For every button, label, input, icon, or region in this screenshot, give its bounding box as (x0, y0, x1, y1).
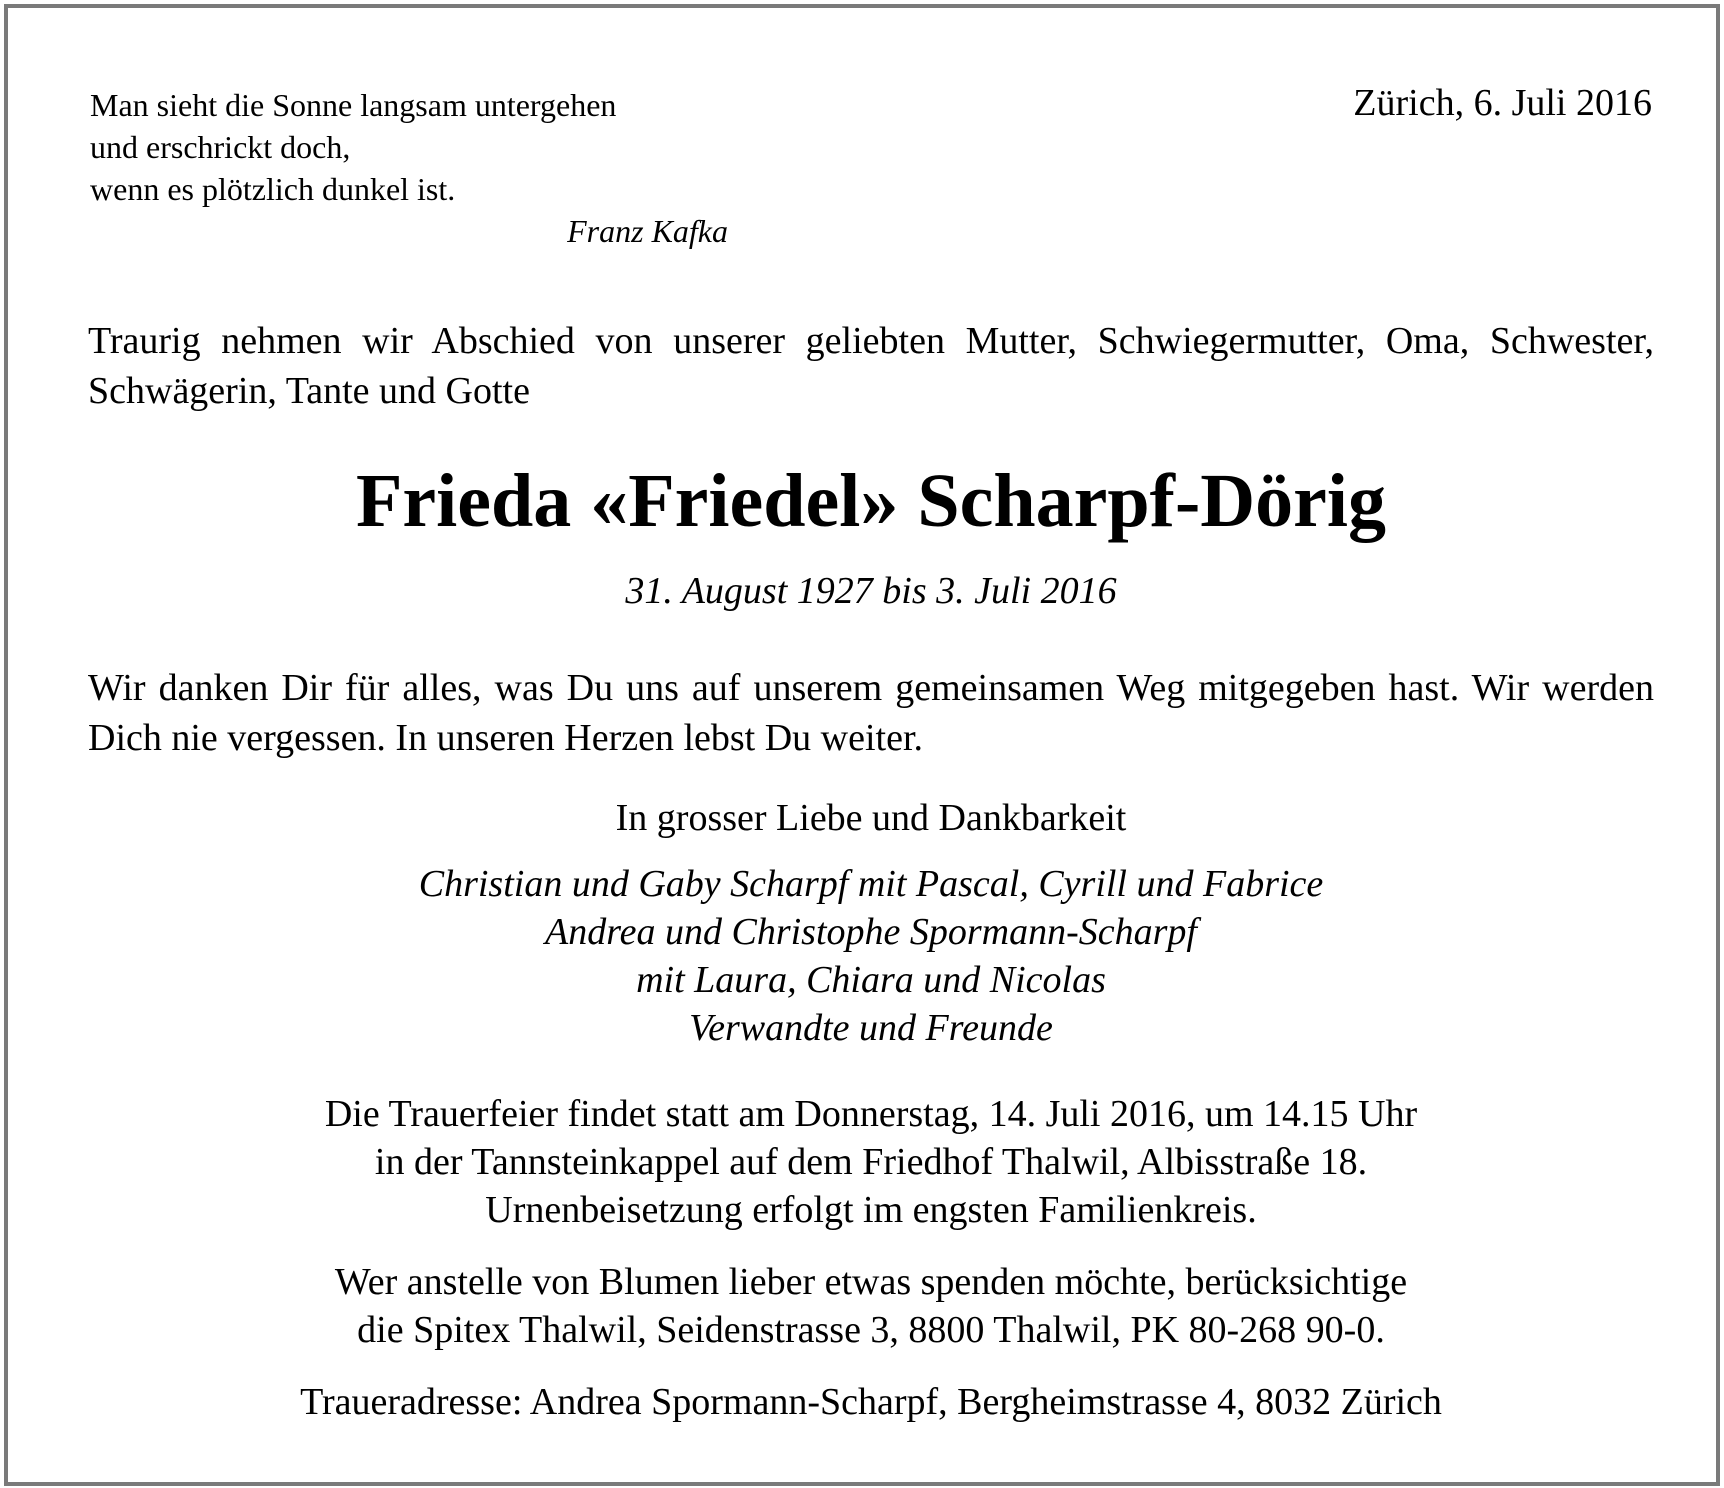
mourner-line: Verwandte und Freunde (689, 1007, 1053, 1049)
place-and-date: Zürich, 6. Juli 2016 (1353, 82, 1652, 124)
mourning-address (88, 1378, 1654, 1426)
thanks-paragraph: Wir danken Dir für alles, was Du uns auf unserem gemeinsamen Weg mitgegeben hast. Wir werden Dich nie vergessen. In unseren Herzen lebst Du weiter. (88, 667, 1654, 759)
donation-info (88, 1258, 1654, 1354)
closing-text: In grosser Liebe und Dankbarkeit (615, 797, 1127, 839)
obituary-notice (4, 4, 1720, 1486)
donation-line: Wer anstelle von Blumen lieber etwas spenden möchte, berücksichtige (334, 1261, 1408, 1303)
quote-line-2: und erschrickt doch, (90, 129, 351, 165)
mourner-line: Andrea und Christophe Spormann-Scharpf (545, 911, 1197, 953)
donation-line: die Spitex Thalwil, Seidenstrasse 3, 8800 Thalwil, PK 80-268 90-0. (357, 1309, 1385, 1351)
mourner-line: Christian und Gaby Scharpf mit Pascal, Cyrill und Fabrice (418, 863, 1324, 905)
mourning-address-text: Traueradresse: Andrea Spormann-Scharpf, Bergheimstrasse 4, 8032 Zürich (300, 1381, 1442, 1423)
deceased-name: Frieda «Friedel» Scharpf-Dörig (355, 459, 1386, 543)
farewell-intro: Traurig nehmen wir Abschied von unserer geliebten Mutter, Schwiegermutter, Oma, Schwester, Schwägerin, Tante und Gotte (88, 320, 1654, 412)
quote-author: Franz Kafka (567, 213, 728, 249)
ceremony-line: Urnenbeisetzung erfolgt im engsten Familienkreis. (485, 1189, 1257, 1231)
closing-line (88, 794, 1654, 842)
quote-line-1: Man sieht die Sonne langsam untergehen (90, 87, 617, 123)
ceremony-line: in der Tannsteinkappel auf dem Friedhof Thalwil, Albisstraße 18. (374, 1141, 1368, 1183)
ceremony-line: Die Trauerfeier findet statt am Donnerstag, 14. Juli 2016, um 14.15 Uhr (324, 1093, 1418, 1135)
mourner-line: mit Laura, Chiara und Nicolas (636, 959, 1106, 1001)
mourners-list (88, 860, 1654, 1052)
kafka-quote (90, 84, 730, 252)
ceremony-info (88, 1090, 1654, 1234)
quote-line-3: wenn es plötzlich dunkel ist. (90, 171, 456, 207)
life-dates: 31. August 1927 bis 3. Juli 2016 (625, 570, 1117, 612)
